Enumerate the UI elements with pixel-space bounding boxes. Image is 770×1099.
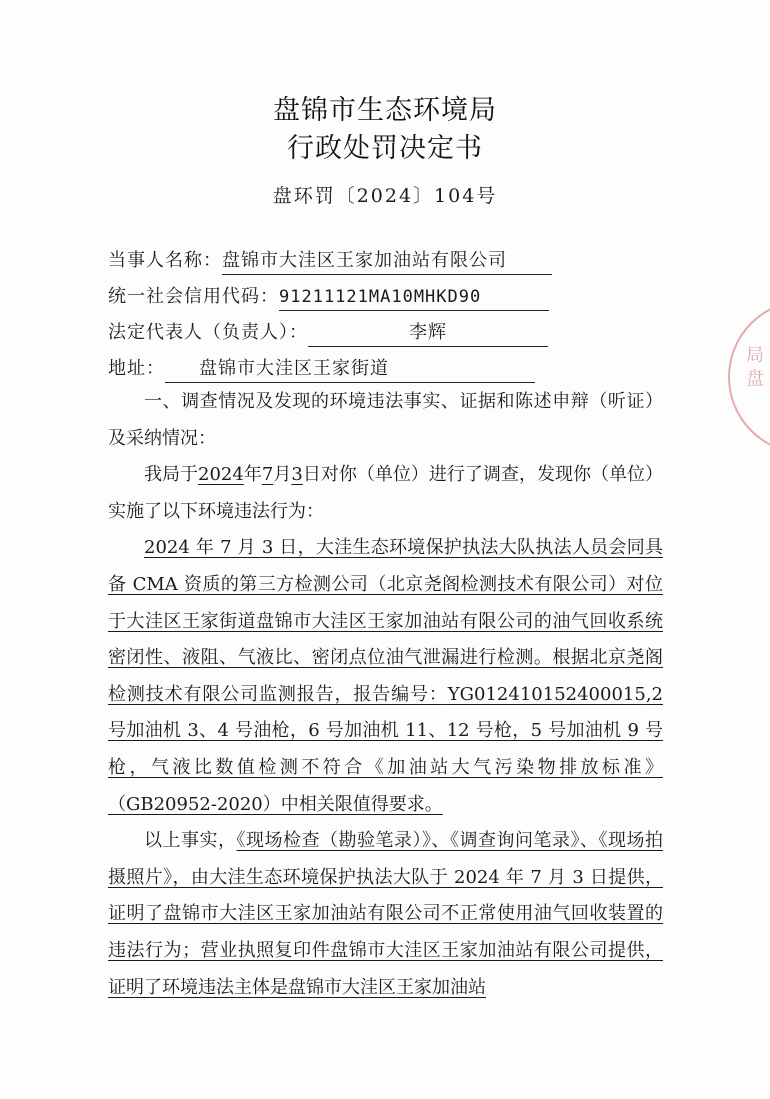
agency-title: 盘锦市生态环境局 bbox=[273, 95, 497, 126]
section-1-heading: 一、调查情况及发现的环境违法事实、证据和陈述申辩（听证）及采纳情况： bbox=[108, 391, 663, 449]
intro-year: 2024 bbox=[198, 464, 244, 486]
document-number: 盘环罚〔2024〕104号 bbox=[272, 185, 498, 207]
evidence-paragraph bbox=[108, 823, 663, 1006]
evidence-prefix: 以上事实， bbox=[144, 830, 237, 852]
intro-prefix: 我局于 bbox=[144, 464, 199, 486]
intro-year-unit: 年 bbox=[243, 464, 262, 486]
party-name-value: 盘锦市大洼区王家加油站有限公司 bbox=[222, 250, 552, 275]
evidence-text: 《现场检查（勘验笔录）》、《调查询问笔录》、《现场拍摄照片》，由大洼生态环境保护执法大队于 2024 年 7 月 3 日提供，证明了盘锦市大洼区王家加油站有限公司不正常使用油气回收装置的违法行为；营业执照复印件盘锦市大洼区王家加油站有限公司提供，证明了环境违法主体是盘锦市大洼区王家加油站 bbox=[108, 830, 663, 998]
intro-suffix: 日对你（单位）进行了调查，发现你（单位）实施了以下环境违法行为： bbox=[108, 464, 664, 522]
report-number: YG012410152400015 bbox=[447, 683, 646, 705]
credit-code-value: 91211121MA10MHKD90 bbox=[279, 286, 549, 311]
document-type-title: 行政处罚决定书 bbox=[287, 133, 483, 164]
facts-text-2: ,2 号加油机 3、4 号油枪，6 号加油机 11、12 号枪，5 号加油机 9 号枪，气液比数值检测不符合《加油站大气污染物排放标准》（GB20952-2020）中相关限值得要求。 bbox=[108, 683, 663, 815]
intro-day: 3 bbox=[291, 464, 303, 486]
address-value: 盘锦市大洼区王家街道 bbox=[165, 358, 535, 383]
facts-text-1: 2024 年 7 月 3 日，大洼生态环境保护执法大队执法人员会同具备 CMA 资质的第三方检测公司（北京尧阁检测技术有限公司）对位于大洼区王家街道盘锦市大洼区王家加油站有限公司的油气回收系统密闭性、液阻、气液比、密闭点位油气泄漏进行检测。根据北京尧阁检测技术有限公司监测报告，报告编号： bbox=[108, 537, 663, 705]
legal-rep-value: 李辉 bbox=[308, 322, 548, 347]
legal-rep-row bbox=[108, 318, 552, 354]
legal-rep-label: 法定代表人（负责人）： bbox=[108, 322, 308, 343]
document-body bbox=[108, 384, 663, 1006]
intro-month: 7 bbox=[261, 464, 274, 486]
credit-code-row bbox=[108, 282, 552, 318]
party-name-row bbox=[108, 246, 552, 282]
credit-code-label: 统一社会信用代码： bbox=[108, 286, 279, 307]
party-info bbox=[108, 246, 552, 390]
investigation-intro bbox=[108, 457, 663, 530]
party-name-label: 当事人名称： bbox=[108, 250, 222, 271]
seal-text: 局 盘 bbox=[743, 345, 764, 387]
violation-facts bbox=[108, 530, 663, 823]
intro-month-unit: 月 bbox=[273, 464, 292, 486]
address-label: 地址： bbox=[108, 358, 165, 379]
